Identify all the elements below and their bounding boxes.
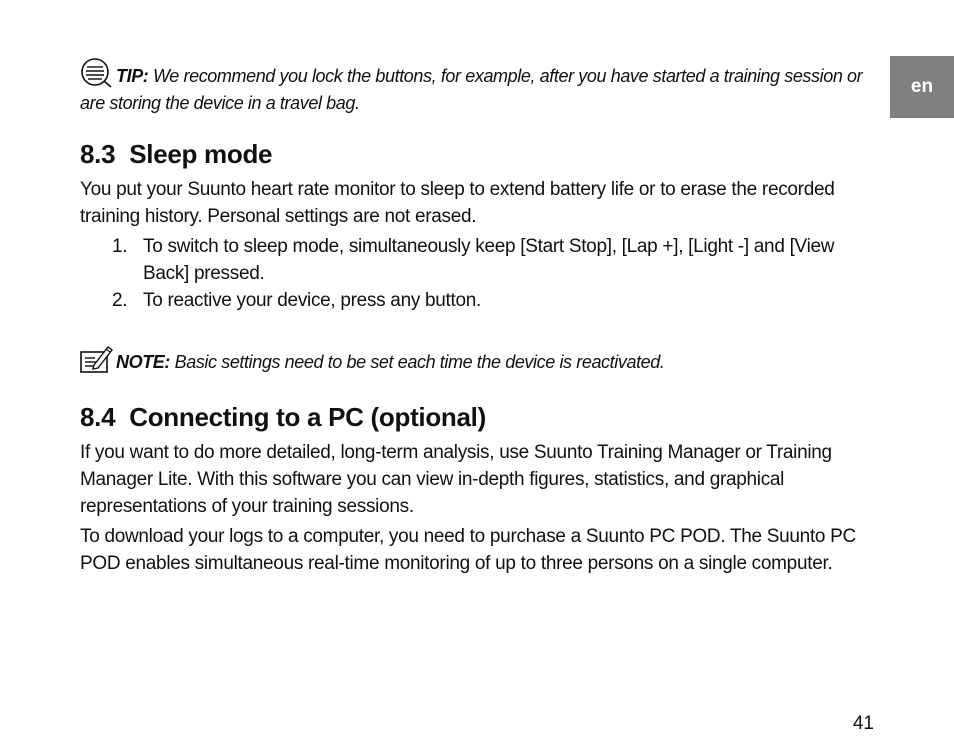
step-number: 2.	[112, 290, 128, 311]
tip-lines-icon	[80, 58, 114, 88]
list-item	[80, 287, 880, 314]
step-number: 1.	[112, 236, 128, 257]
section-heading-connecting-pc	[80, 402, 880, 433]
tip-callout	[80, 58, 880, 117]
pc-paragraph-download: To download your logs to a computer, you need to purchase a Suunto PC POD. The Suunto PC POD enables simultaneous real-time monitoring of up to three persons on a single computer.	[80, 526, 856, 574]
section-title: Sleep mode	[129, 139, 273, 169]
section-number: 8.4	[80, 402, 116, 432]
page-content	[80, 58, 880, 577]
step-text: To switch to sleep mode, simultaneously keep [Start Stop], [Lap +], [Light -] and [View Back] pressed.	[143, 236, 835, 284]
section-number: 8.3	[80, 139, 116, 169]
pc-paragraph-analysis: If you want to do more detailed, long-term analysis, use Suunto Training Manager or Training Manager Lite. With this software you can view in-depth figures, statistics, and graphical representations of your training sessions.	[80, 442, 832, 517]
section-heading-sleep-mode	[80, 139, 880, 170]
sleep-intro-paragraph: You put your Suunto heart rate monitor to sleep to extend battery life or to erase the recorded training history. Personal settings are not erased.	[80, 179, 835, 227]
note-callout	[80, 344, 880, 376]
note-label: NOTE:	[116, 352, 170, 372]
language-tab-label: en	[910, 76, 934, 97]
tip-label: TIP:	[116, 66, 149, 86]
page-number: 41	[852, 713, 874, 734]
sleep-steps-list	[80, 233, 880, 314]
section-title: Connecting to a PC (optional)	[129, 402, 486, 432]
note-text: Basic settings need to be set each time the device is reactivated.	[170, 352, 665, 372]
tip-text: We recommend you lock the buttons, for example, after you have started a training session or are storing the device in a travel bag.	[80, 66, 863, 113]
note-pencil-icon	[80, 344, 114, 374]
list-item	[80, 233, 880, 287]
language-tab	[890, 56, 954, 118]
step-text: To reactive your device, press any button.	[143, 290, 482, 311]
